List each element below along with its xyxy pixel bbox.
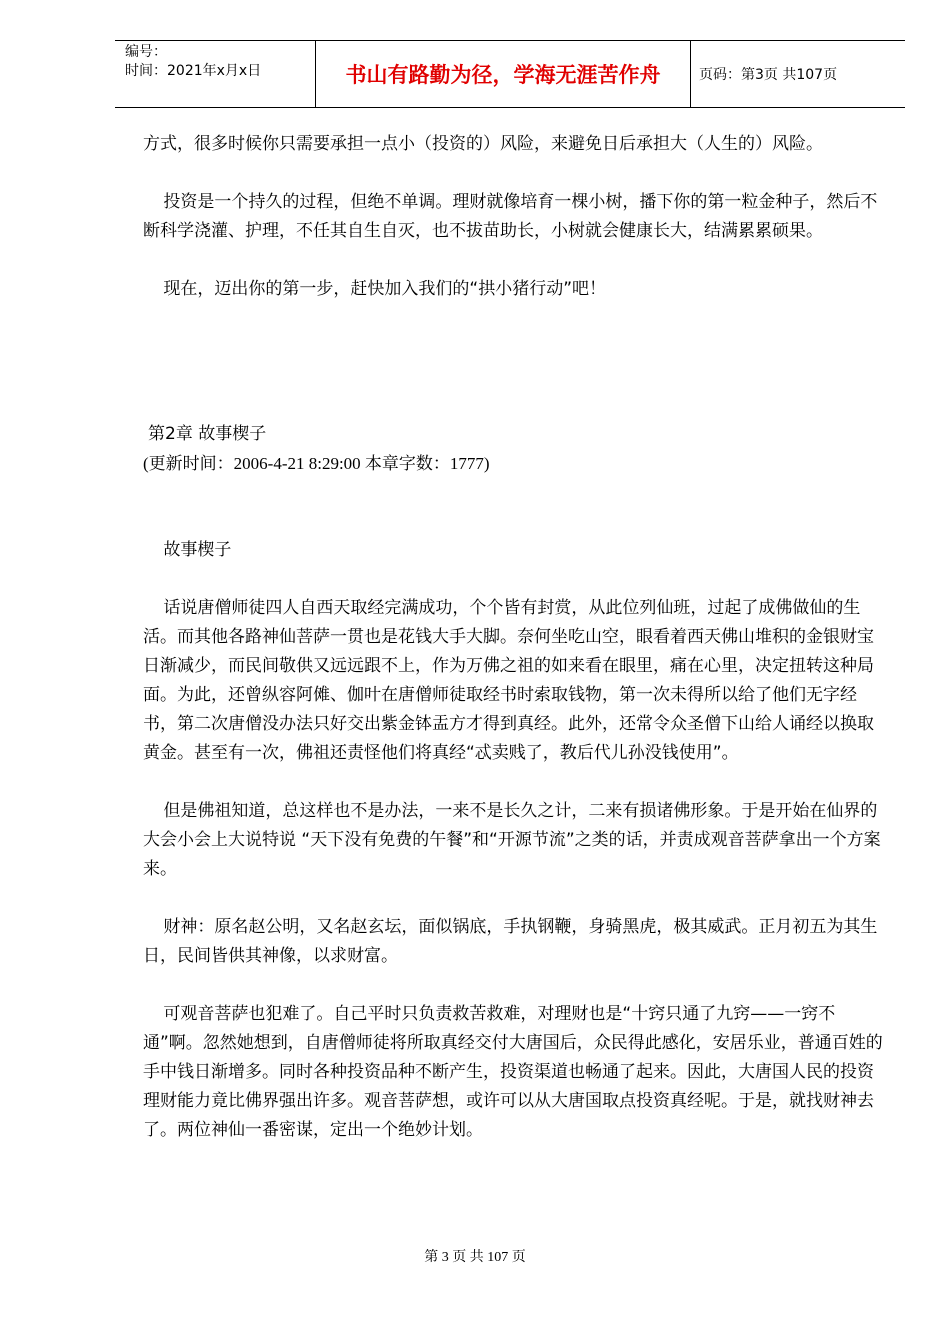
chapter-meta: (更新时间：2006-4-21 8:29:00 本章字数：1777) — [143, 454, 490, 473]
header-meta — [115, 41, 315, 109]
page-header — [115, 40, 905, 108]
paragraph: 但是佛祖知道，总这样也不是办法，一来不是长久之计，二来有损诸佛形象。于是开始在仙界的大会小会上大说特说 “天下没有免费的午餐”和“开源节流”之类的话，并责成观音菩萨拿出一个方案来。 — [143, 801, 881, 879]
paragraph: 话说唐僧师徒四人自西天取经完满成功，个个皆有封赏，从此位列仙班，过起了成佛做仙的生活。而其他各路神仙菩萨一贯也是花钱大手大脚。奈何坐吃山空，眼看着西天佛山堆积的金银财宝日渐减少，而民间敬供又远远跟不上，作为万佛之祖的如来看在眼里，痛在心里，决定扭转这种局面。为此，还曾纵容阿傩、伽叶在唐僧师徒取经书时索取钱物，第一次未得所以给了他们无字经书，第二次唐僧没办法只好交出紫金钵盂方才得到真经。此外，还常令众圣僧下山给人诵经以换取黄金。甚至有一次，佛祖还责怪他们将真经“忒卖贱了，教后代儿孙没钱使用”。 — [143, 598, 874, 763]
paragraph: 投资是一个持久的过程，但绝不单调。理财就像培育一棵小树，播下你的第一粒金种子，然后不断科学浇灌、护理，不任其自生自灭，也不拔苗助长，小树就会健康长大，结满累累硕果。 — [143, 192, 878, 241]
header-motto: 书山有路勤为径，学海无涯苦作舟 — [315, 41, 691, 107]
paragraph: 财神：原名赵公明，又名赵玄坛，面似锅底，手执钢鞭，身骑黑虎，极其威武。正月初五为其生日，民间皆供其神像，以求财富。 — [143, 917, 878, 966]
chapter-title: 第2章 故事楔子 — [148, 424, 267, 444]
header-number: 编号： — [125, 44, 167, 60]
section-title: 故事楔子 — [163, 540, 232, 560]
header-page-number: 页码：第3页 共107页 — [699, 67, 838, 83]
header-time: 时间：2021年x月x日 — [125, 63, 262, 79]
document-body — [143, 130, 883, 1174]
paragraph: 现在，迈出你的第一步，赶快加入我们的“拱小猪行动”吧！ — [163, 279, 607, 299]
page-footer: 第 3 页 共 107 页 — [424, 1250, 526, 1265]
paragraph: 方式，很多时候你只需要承担一点小（投资的）风险，来避免日后承担大（人生的）风险。 — [143, 134, 823, 154]
paragraph: 可观音菩萨也犯难了。自己平时只负责救苦救难，对理财也是“十窍只通了九窍——一窍不通”啊。忽然她想到，自唐僧师徒将所取真经交付大唐国后，众民得此感化，安居乐业，普通百姓的手中钱日渐增多。同时各种投资品种不断产生，投资渠道也畅通了起来。因此，大唐国人民的投资理财能力竟比佛界强出许多。观音菩萨想，或许可以从大唐国取点投资真经呢。于是，就找财神去了。两位神仙一番密谋，定出一个绝妙计划。 — [143, 1004, 883, 1140]
